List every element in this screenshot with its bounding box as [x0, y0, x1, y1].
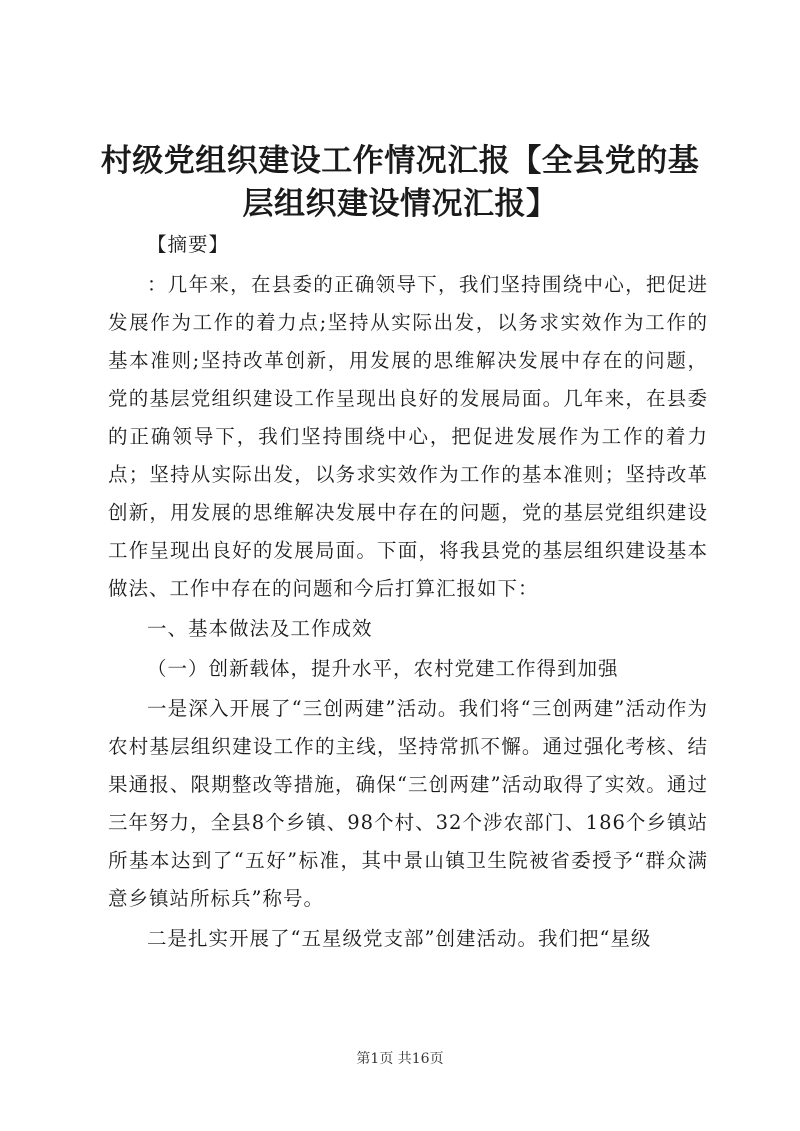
abstract-paragraph: ：几年来，在县委的正确领导下，我们坚持围绕中心，把促进发展作为工作的着力点;坚持从实际出发，以务求实效作为工作的基本准则;坚持改革创新，用发展的思维解决发展中存在的问题，党的基层党组织建设工作呈现出良好的发展局面。几年来，在县委的正确领导下，我们坚持围绕中心，把促进发展作为工作的着力点；坚持从实际出发，以务求实效作为工作的基本准则；坚持改革创新，用发展的思维解决发展中存在的问题，党的基层党组织建设工作呈现出良好的发展局面。下面，将我县党的基层组织建设基本做法、工作中存在的问题和今后打算汇报如下： [108, 273, 708, 600]
abstract-heading: 【摘要】 [147, 233, 230, 256]
paragraph-point-2: 二是扎实开展了“五星级党支部”创建活动。我们把“星级 [147, 927, 652, 950]
document-title: 村级党组织建设工作情况汇报【全县党的基层组织建设情况汇报】 [100, 143, 700, 222]
section-heading-1: 一、基本做法及工作成效 [147, 617, 373, 640]
paragraph-point-1: 一是深入开展了“三创两建”活动。我们将“三创两建”活动作为农村基层组织建设工作的主线，坚持常抓不懈。通过强化考核、结果通报、限期整改等措施，确保“三创两建”活动取得了实效。通过三年努力，全县8个乡镇、98个村、32个涉农部门、186个乡镇站所基本达到了“五好”标准，其中景山镇卫生院被省委授予“群众满意乡镇站所标兵”称号。 [108, 697, 708, 910]
document-body [108, 226, 708, 960]
page-footer: 第1页 共16页 [356, 1051, 444, 1067]
subsection-heading-1: （一）创新载体，提升水平，农村党建工作得到加强 [147, 657, 619, 680]
